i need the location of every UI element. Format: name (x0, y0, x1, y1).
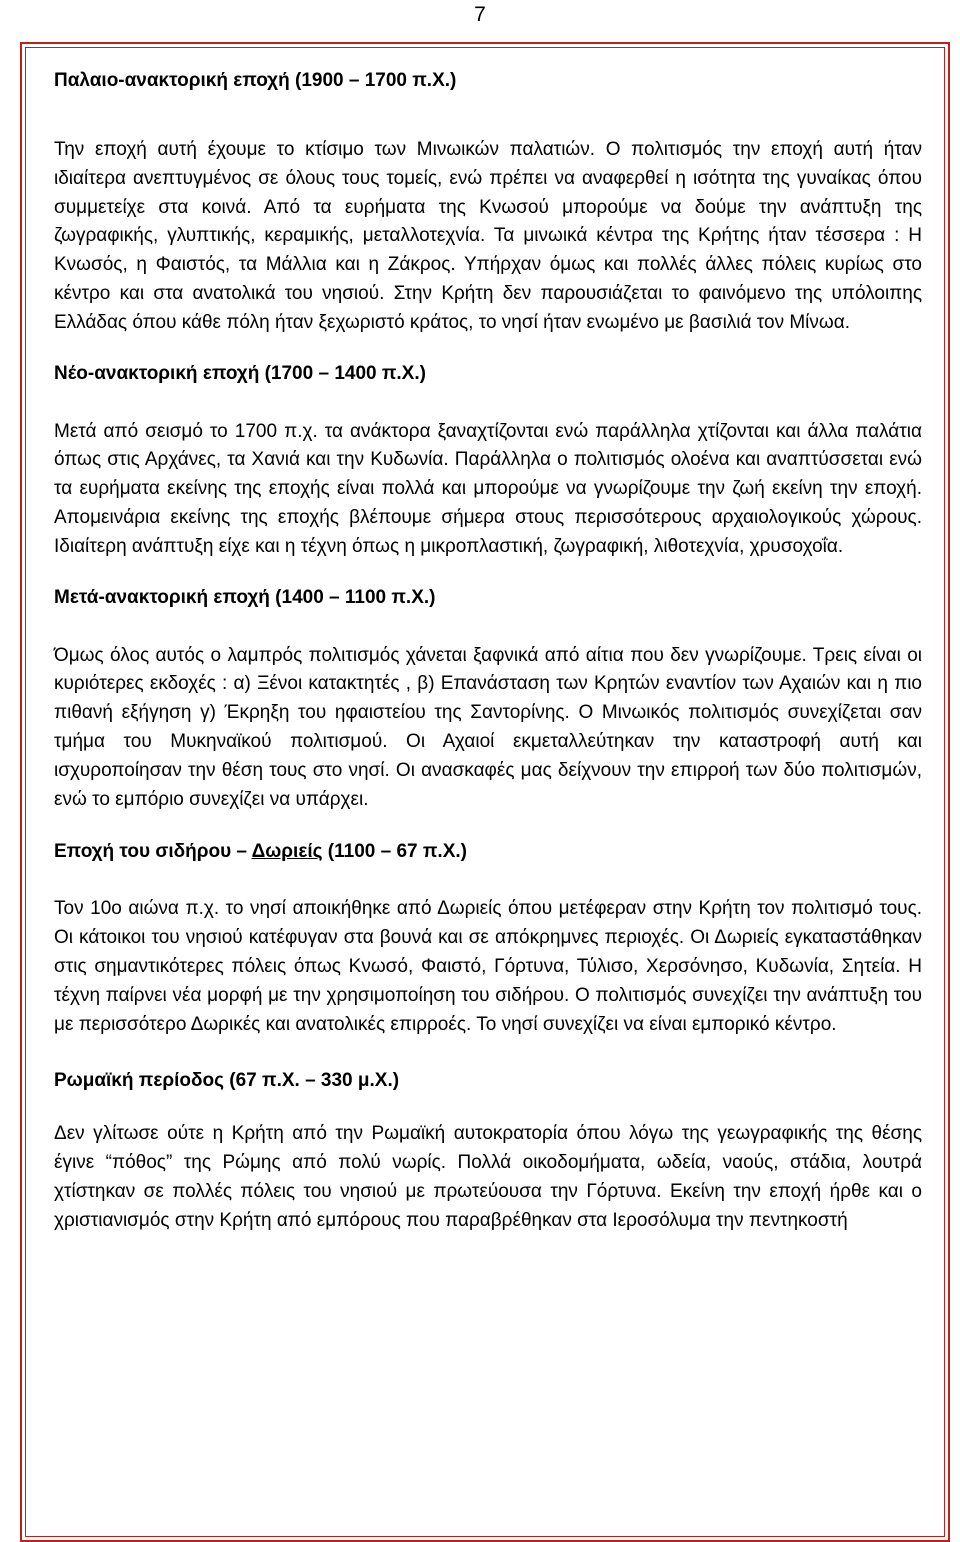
heading-epochi-sidirou-part3: (1100 – 67 π.Χ.) (322, 841, 467, 863)
page-number: 7 (474, 3, 486, 26)
paragraph-neo-anaktoriki: Μετά από σεισμό το 1700 π.χ. τα ανάκτορα ξαναχτίζονται ενώ παράλληλα χτίζονται και άλλα παλάτια όπως στις Αρχάνες, τα Χανιά και την Κυδωνία. Παράλληλα ο πολιτισμός ολοένα και αναπτύσσεται ενώ τα ευρήματα εκείνης της εποχής είναι πολλά και μπορούμε να γνωρίζουμε την ζωή εκείνη την εποχή. Απομεινάρια εκείνης της εποχής βλέπουμε σήμερα στους περισσότερους αρχαιολογικούς χώρους. Ιδιαίτερη ανάπτυξη είχε και η τέχνη όπως η μικροπλαστική, ζωγραφική, λιθοτεχνία, χρυσοχοΐα. (54, 420, 922, 557)
heading-epochi-sidirou (54, 839, 922, 865)
paragraph-meta-anaktoriki: Όμως όλος αυτός ο λαμπρός πολιτισμός χάνεται ξαφνικά από αίτια που δεν γνωρίζουμε. Τρεις είναι οι κυριότερες εκδοχές : α) Ξένοι κατακτητές , β) Επανάσταση των Κρητών εναντίον των Αχαιών και η πιο πιθανή εξήγηση γ) Έκρηξη του ηφαιστείου της Σαντορίνης. Ο Μινωικός πολιτισμός συνεχίζεται σαν τμήμα του Μυκηναϊκού πολιτισμού. Οι Αχαιοί εκμεταλλεύτηκαν την καταστροφή αυτή και ισχυροποίησαν την θέση τους στο νησί. Οι ανασκαφές μας δείχνουν την επιρροή των δύο πολιτισμών, ενώ το εμπόριο συνεχίζει να υπάρχει. (54, 644, 922, 810)
paragraph-epochi-sidirou: Τον 10ο αιώνα π.χ. το νησί αποικήθηκε από Δωριείς όπου μετέφεραν στην Κρήτη τον πολιτισμό τους. Οι κάτοικοι του νησιού κατέφυγαν στα βουνά και σε απόκρημνες περιοχές. Οι Δωριείς εγκαταστάθηκαν στις σημαντικότερες πόλεις όπως Κνωσό, Φαιστό, Γόρτυνα, Τύλισο, Χερσόνησο, Κυδωνία, Σητεία. Η τέχνη παίρνει νέα μορφή με την χρησιμοποίηση του σιδήρου. Ο πολιτισμός συνεχίζει την ανάπτυξη του με περισσότερο Δωρικές και ανατολικές επιρροές. Το νησί συνεχίζει να είναι εμπορικό κέντρο. (54, 898, 922, 1035)
heading-palaio-anaktoriki: Παλαιο-ανακτορική εποχή (1900 – 1700 π.Χ.) (54, 70, 457, 91)
heading-romaiki-periodos: Ρωμαϊκή περίοδος (67 π.Χ. – 330 μ.Χ.) (54, 1070, 400, 1092)
paragraph-palaio-anaktoriki: Την εποχή αυτή έχουμε το κτίσιμο των Μινωικών παλατιών. Ο πολιτισμός την εποχή αυτή ήταν ιδιαίτερα ανεπτυγμένος σε όλους τους τομείς, ενώ πρέπει να αναφερθεί η ισότητα της γυναίκας όπου συμμετείχε στα κοινά. Από τα ευρήματα της Κνωσού μπορούμε να δούμε την ανάπτυξη της ζωγραφικής, γλυπτικής, κεραμικής, μεταλλοτεχνία. Τα μινωικά κέντρα της Κρήτης ήταν τέσσερα : Η Κνωσός, η Φαιστός, τα Μάλλια και η Ζάκρος. Υπήρχαν όμως και πολλές άλλες πόλεις κυρίως στο κέντρο και στα ανατολικά του νησιού. Στην Κρήτη δεν παρουσιάζεται το φαινόμενο της υπόλοιπης Ελλάδας όπου κάθε πόλη ήταν ξεχωριστό κράτος, το νησί ήταν ενωμένο με βασιλιά τον Μίνωα. (54, 139, 922, 333)
document-body (54, 68, 922, 1236)
heading-neo-anaktoriki: Νέο-ανακτορική εποχή (1700 – 1400 π.Χ.) (54, 362, 426, 384)
paragraph-romaiki-periodos: Δεν γλίτωσε ούτε η Κρήτη από την Ρωμαϊκή αυτοκρατορία όπου λόγω της γεωγραφικής της θέσης έγινε “πόθος” της Ρώμης από πολύ νωρίς. Πολλά οικοδομήματα, ωδεία, ναούς, στάδια, λουτρά χτίστηκαν σε πολλές πόλεις του νησιού με πρωτεύουσα την Γόρτυνα. Εκείνη την εποχή ήρθε και ο χριστιανισμός στην Κρήτη από εμπόρους που παραβρέθηκαν στα Ιεροσόλυμα την πεντηκοστή (54, 1123, 922, 1231)
heading-epochi-sidirou-doriees: Δωριείς (251, 841, 323, 863)
heading-meta-anaktoriki: Μετά-ανακτορική εποχή (1400 – 1100 π.Χ.) (54, 586, 436, 608)
heading-epochi-sidirou-part1: Εποχή του σιδήρου – (54, 841, 252, 863)
